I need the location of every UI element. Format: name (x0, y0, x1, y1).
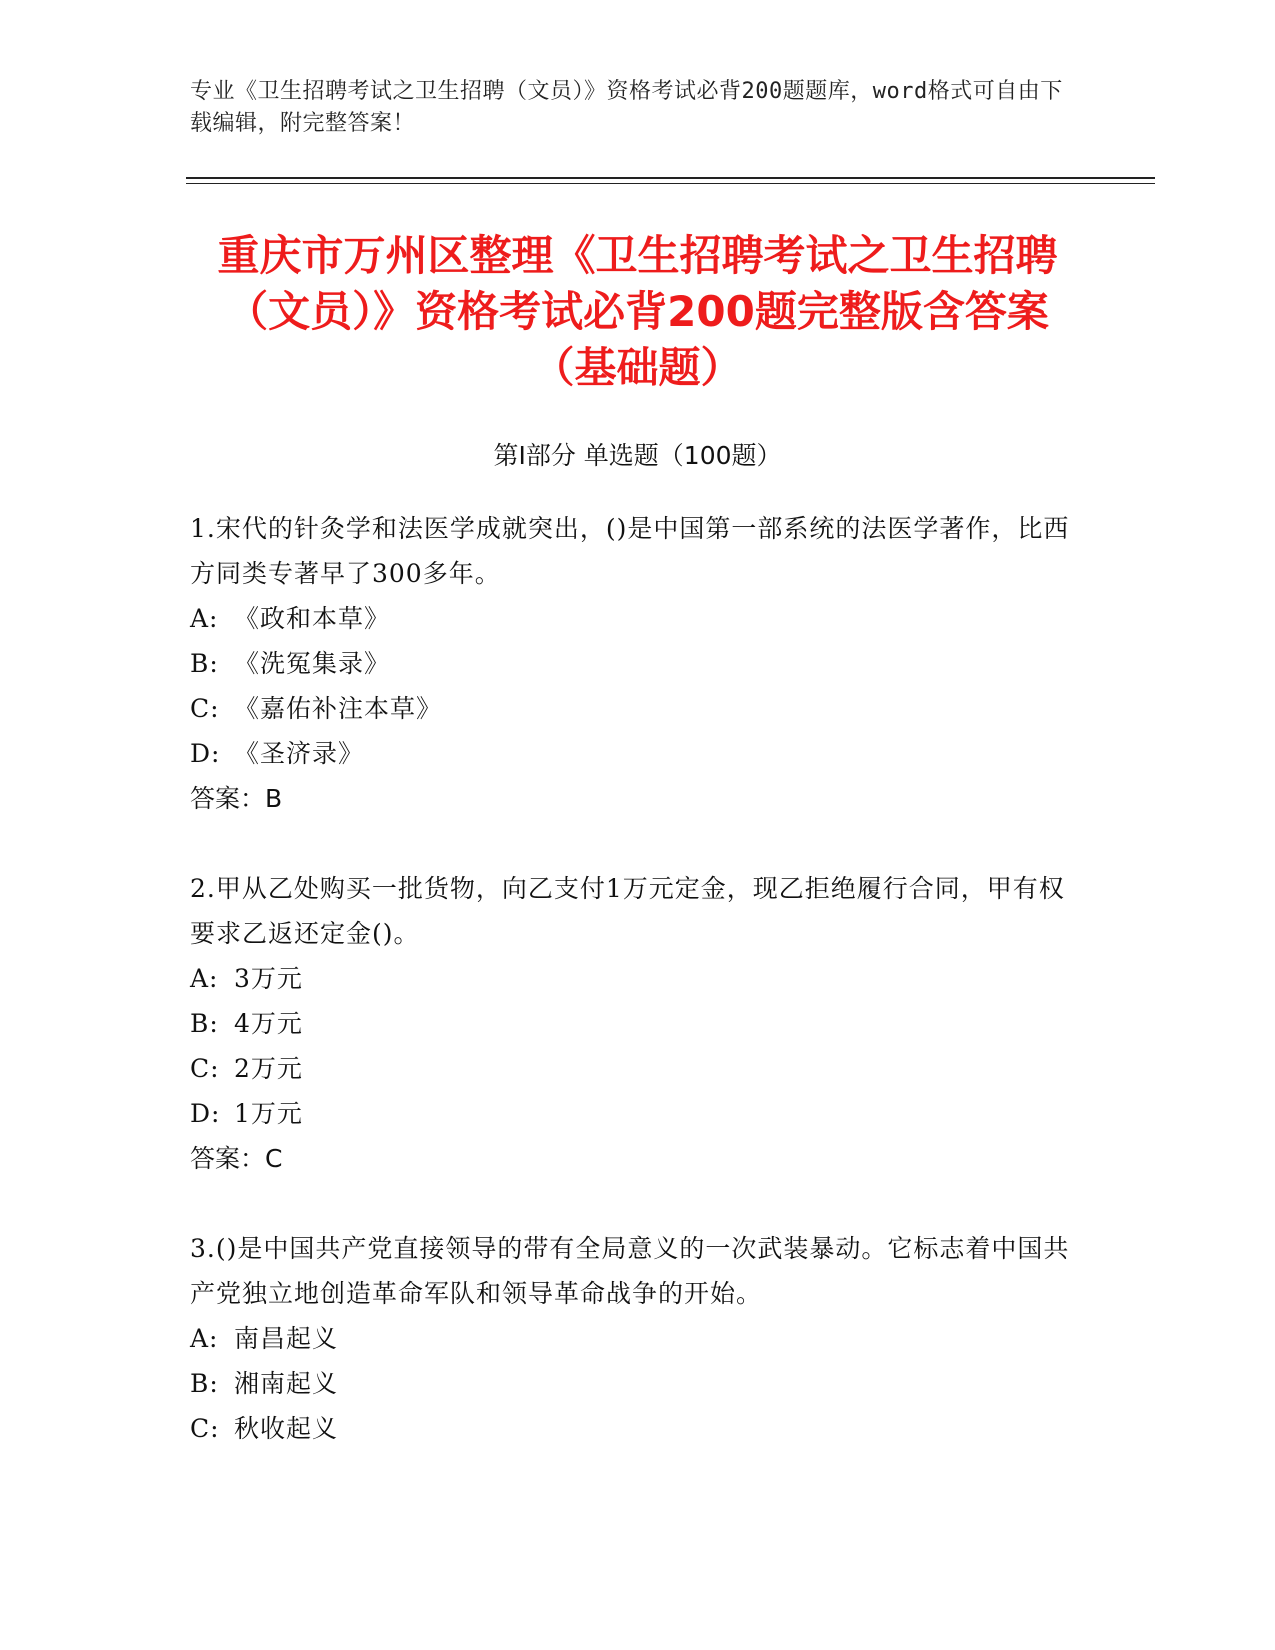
option-text: 3万元 (234, 964, 303, 993)
option-a (190, 1316, 1070, 1361)
option-letter: D: (190, 1099, 221, 1128)
option-text: 《洗冤集录》 (234, 649, 391, 678)
option-text: 南昌起义 (234, 1324, 339, 1353)
option-text: 《嘉佑补注本草》 (234, 694, 443, 723)
option-letter: B: (190, 1009, 219, 1038)
option-letter: A: (190, 1324, 219, 1353)
option-b (190, 641, 1070, 686)
option-text: 湘南起义 (234, 1369, 339, 1398)
option-d (190, 1091, 1070, 1136)
option-c (190, 686, 1070, 731)
option-text: 1万元 (234, 1099, 303, 1128)
option-c (190, 1046, 1070, 1091)
option-letter: D: (190, 739, 221, 768)
document-title: 重庆市万州区整理《卫生招聘考试之卫生招聘（文员）》资格考试必背200题完整版含答案（基础题） (217, 231, 1058, 392)
option-a (190, 596, 1070, 641)
header-divider-thick (186, 177, 1155, 179)
option-letter: B: (190, 649, 219, 678)
question-stem: 1.宋代的针灸学和法医学成就突出，()是中国第一部系统的法医学著作，比西方同类专著早了300多年。 (190, 514, 1070, 588)
answer-line: 答案：B (190, 784, 283, 813)
question-3 (190, 1226, 1070, 1451)
option-b (190, 1001, 1070, 1046)
option-a (190, 956, 1070, 1001)
question-stem: 3.()是中国共产党直接领导的带有全局意义的一次武装暴动。它标志着中国共产党独立地创造革命军队和领导革命战争的开始。 (190, 1234, 1070, 1308)
option-letter: B: (190, 1369, 219, 1398)
answer-line: 答案：C (190, 1144, 283, 1173)
option-text: 《圣济录》 (234, 739, 365, 768)
option-letter: C: (190, 1054, 220, 1083)
option-text: 《政和本草》 (234, 604, 391, 633)
option-b (190, 1361, 1070, 1406)
option-letter: C: (190, 694, 220, 723)
option-text: 2万元 (234, 1054, 303, 1083)
header-divider-thin (186, 183, 1155, 184)
section-heading: 第I部分 单选题（100题） (493, 441, 782, 470)
header-note: 专业《卫生招聘考试之卫生招聘（文员）》资格考试必背200题题库，word格式可自由下载编辑，附完整答案！ (190, 79, 1063, 136)
option-d (190, 731, 1070, 776)
option-text: 4万元 (234, 1009, 303, 1038)
option-text: 秋收起义 (234, 1414, 339, 1443)
question-2 (190, 866, 1070, 1181)
question-stem: 2.甲从乙处购买一批货物，向乙支付1万元定金，现乙拒绝履行合同，甲有权要求乙返还定金()。 (190, 874, 1065, 948)
question-1 (190, 506, 1070, 821)
option-letter: A: (190, 604, 219, 633)
option-letter: C: (190, 1414, 220, 1443)
option-letter: A: (190, 964, 219, 993)
option-c (190, 1406, 1070, 1451)
